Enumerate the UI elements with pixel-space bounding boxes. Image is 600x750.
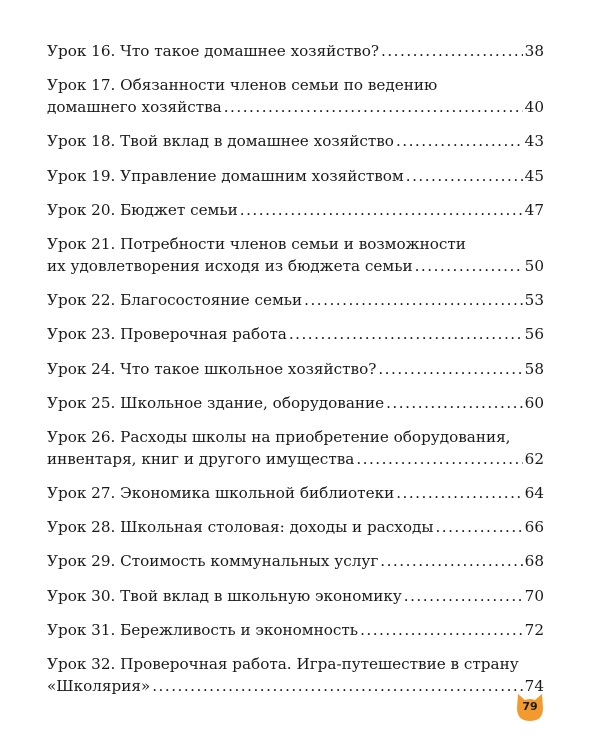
- toc-entry-page: 43: [524, 132, 544, 151]
- toc-entry-row: [47, 130, 544, 152]
- toc-entry-page: 66: [524, 518, 544, 537]
- toc-entry-page: 40: [524, 98, 544, 117]
- toc-entry-title-line: Урок 28. Школьная столовая: доходы и расходы: [47, 518, 434, 537]
- toc-entry-page: 58: [524, 359, 544, 378]
- toc-entry-row: [47, 40, 544, 62]
- toc-entry-row: [47, 199, 544, 221]
- toc-entry-row: [47, 585, 544, 607]
- toc-entry-row: [47, 516, 544, 538]
- toc-entry-page: 50: [524, 256, 544, 275]
- toc-entry-page: 64: [524, 484, 544, 503]
- toc-entry-title-line: Урок 21. Потребности членов семьи и возможности: [47, 234, 466, 253]
- dot-leader: [386, 392, 523, 414]
- toc-entry: [47, 392, 544, 414]
- toc-entry: [47, 199, 544, 221]
- toc-entry: [47, 482, 544, 504]
- toc-entry-page: 56: [524, 325, 544, 344]
- toc-entry-title-line: Урок 17. Обязанности членов семьи по ведению: [47, 76, 438, 95]
- toc-entry-row: [47, 323, 544, 345]
- toc-entry-title-line: Урок 29. Стоимость коммунальных услуг: [47, 552, 379, 571]
- toc-entry: [47, 289, 544, 311]
- toc-entry-row: [47, 448, 544, 470]
- dot-leader: [356, 448, 522, 470]
- toc-entry: [47, 74, 544, 118]
- toc-entry-row: [47, 482, 544, 504]
- page-number: 79: [522, 700, 538, 713]
- dot-leader: [152, 675, 522, 697]
- toc-entry: [47, 619, 544, 641]
- toc-entry-row: [47, 358, 544, 380]
- dot-leader: [396, 130, 523, 152]
- toc-entry-row: [47, 289, 544, 311]
- toc-entry-page: 47: [524, 200, 544, 219]
- toc-entry: [47, 323, 544, 345]
- toc-entry-title-line: Урок 19. Управление домашним хозяйством: [47, 166, 404, 185]
- toc-entry-title-line: Урок 32. Проверочная работа. Игра-путешествие в страну: [47, 655, 519, 673]
- toc-entry: [47, 358, 544, 380]
- dot-leader: [406, 165, 523, 187]
- toc-entry-title-line: Урок 16. Что такое домашнее хозяйство?: [47, 42, 380, 60]
- toc-entry-title-line: их удовлетворения исходя из бюджета семьи: [47, 256, 413, 275]
- dot-leader: [435, 516, 522, 538]
- toc-entry-row: [47, 96, 544, 118]
- toc-entry-page: 53: [524, 291, 544, 310]
- toc-entry-row: [47, 255, 544, 277]
- dot-leader: [378, 358, 522, 380]
- toc-entry-page: 60: [524, 393, 544, 412]
- toc-entry-page: 62: [524, 449, 544, 468]
- toc-entry-row: [47, 675, 544, 697]
- toc-entry: [47, 653, 544, 697]
- toc-entry-title-line: Урок 22. Благосостояние семьи: [47, 291, 303, 310]
- toc-entry-page: 74: [524, 677, 544, 695]
- toc-entry-title-line: «Школярия»: [47, 677, 151, 695]
- toc-entry: [47, 130, 544, 152]
- toc-entry-page: 70: [524, 586, 544, 605]
- toc-entry-page: 38: [524, 42, 544, 60]
- dot-leader: [380, 550, 522, 572]
- dot-leader: [360, 619, 523, 641]
- table-of-contents: [47, 40, 544, 709]
- page-number-badge: [515, 692, 545, 722]
- toc-entry-title-line: Урок 27. Экономика школьной библиотеки: [47, 484, 395, 503]
- toc-entry: [47, 516, 544, 538]
- toc-entry: [47, 233, 544, 277]
- toc-entry-title-line: Урок 31. Бережливость и экономность: [47, 620, 359, 639]
- toc-entry-page: 68: [524, 552, 544, 571]
- toc-entry-page: 45: [524, 166, 544, 185]
- toc-entry-title-line: инвентаря, книг и другого имущества: [47, 449, 355, 468]
- toc-entry: [47, 426, 544, 470]
- toc-entry: [47, 585, 544, 607]
- dot-leader: [404, 585, 523, 607]
- toc-entry: [47, 40, 544, 62]
- dot-leader: [415, 255, 523, 277]
- dot-leader: [289, 323, 523, 345]
- toc-entry-row: [47, 392, 544, 414]
- toc-entry-title-line: Урок 24. Что такое школьное хозяйство?: [47, 359, 377, 378]
- dot-leader: [224, 96, 523, 118]
- dot-leader: [381, 40, 523, 62]
- toc-entry-title-line: домашнего хозяйства: [47, 98, 222, 117]
- toc-entry-title-line: Урок 26. Расходы школы на приобретение оборудования,: [47, 427, 511, 446]
- toc-entry-title-line: Урок 20. Бюджет семьи: [47, 200, 238, 219]
- toc-entry: [47, 165, 544, 187]
- toc-entry-title-line: Урок 25. Школьное здание, оборудование: [47, 393, 385, 412]
- dot-leader: [396, 482, 522, 504]
- toc-entry-title-line: Урок 18. Твой вклад в домашнее хозяйство: [47, 132, 394, 151]
- toc-entry-title-line: Урок 30. Твой вклад в школьную экономику: [47, 586, 402, 605]
- dot-leader: [304, 289, 523, 311]
- dot-leader: [240, 199, 523, 221]
- toc-entry-row: [47, 165, 544, 187]
- toc-entry-row: [47, 619, 544, 641]
- toc-entry: [47, 550, 544, 572]
- toc-entry-title-line: Урок 23. Проверочная работа: [47, 325, 287, 344]
- toc-entry-page: 72: [524, 620, 544, 639]
- toc-entry-row: [47, 550, 544, 572]
